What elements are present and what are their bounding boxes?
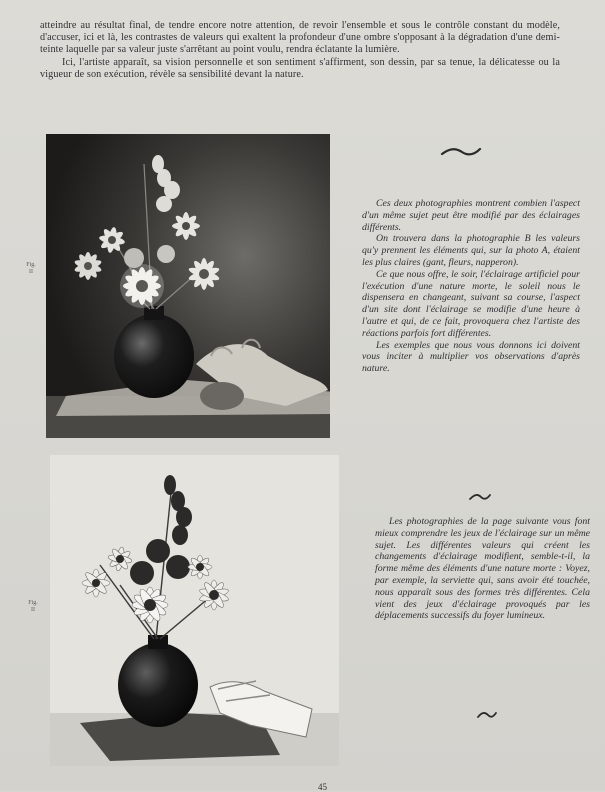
caption-b	[375, 516, 590, 622]
photo-b	[50, 455, 339, 766]
caption-a-paragraph-4: Les exemples que nous vous donnons ici doivent vous inciter à multiplier vos observations d'après nature.	[362, 339, 580, 375]
photo-a	[46, 134, 330, 438]
intro-text	[40, 20, 560, 81]
photo-b-image	[50, 455, 339, 766]
intro-paragraph-1: atteindre au résultat final, de tendre encore notre attention, de revoir l'ensemble et sous le contrôle constant du modèle, d'accuser, ici et là, les contrastes de valeurs qui exaltent la profondeur d'une ombre s'opposant à la dégradation d'une demi-teinte laquelle par sa valeur juste s'arrêtant au point voulu, rendra éclatante la lumière.	[40, 20, 560, 56]
caption-a-paragraph-1: Ces deux photographies montrent combien l'aspect d'un même sujet peut être modifié par des éclairages différents.	[362, 198, 580, 233]
margin-note-a: Fig. II	[26, 262, 36, 275]
caption-a	[362, 198, 580, 375]
ornament-top	[440, 146, 482, 158]
caption-a-paragraph-2: On trouvera dans la photographie B les valeurs qu'y prennent les éléments qui, sur la photo A, étaient les plus claires (gant, fleurs, napperon).	[362, 233, 580, 268]
ornament-bottom	[476, 710, 498, 720]
ornament-middle	[468, 492, 492, 502]
caption-b-paragraph-1: Les photographies de la page suivante vous font mieux comprendre les jeux de l'éclairage sur un même sujet. Les différentes valeurs qui créent les changements d'éclairage modifient, semble-t-il, la forme même des éléments d'une nature morte : Voyez, par exemple, la serviette qui, sans avoir été touchée, nous apparaît sous des formes très différentes. Cela vient des jeux d'éclairage provoqués par les déplacements successifs du foyer lumineux.	[375, 516, 590, 622]
page-number: 45	[318, 782, 327, 792]
intro-paragraph-2: Ici, l'artiste apparaît, sa vision personnelle et son sentiment s'affirment, son dessin, par sa tenue, la délicatesse ou la vigueur de son exécution, révèle sa sensibilité devant la nature.	[40, 56, 560, 80]
margin-note-b: Fig. II	[28, 600, 38, 613]
caption-a-paragraph-3: Ce que nous offre, le soir, l'éclairage artificiel pour l'exécution d'une nature morte, le soleil nous le dispensera en changeant, suivant sa course, l'aspect d'un site dont l'éclairage se modifie d'une heure à l'autre et qui, de ce fait, provoquera chez l'artiste des réactions parfois fort différentes.	[362, 268, 580, 339]
photo-a-image	[46, 134, 330, 438]
